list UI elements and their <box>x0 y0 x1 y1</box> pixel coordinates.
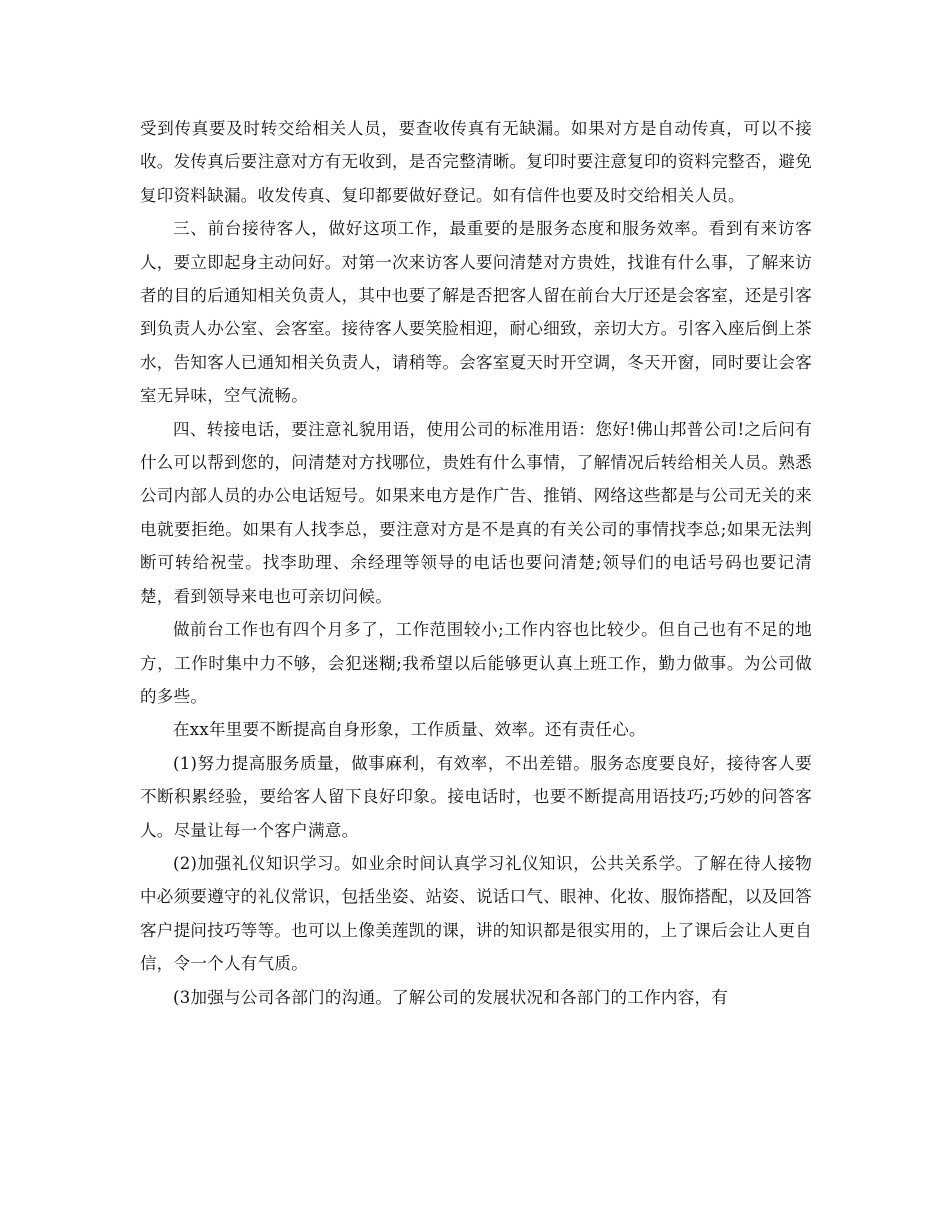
paragraph-self-review: 做前台工作也有四个月多了，工作范围较小;工作内容也比较少。但自己也有不足的地方，工作时集中力不够，会犯迷糊;我希望以后能够更认真上班工作，勤力做事。为公司做的多些。 <box>140 620 812 706</box>
paragraph-reception: 三、前台接待客人，做好这项工作，最重要的是服务态度和服务效率。看到有来访客人，要立即起身主动问好。对第一次来访客人要问清楚对方贵姓，找谁有什么事，了解来访者的目的后通知相关负责人，其中也要了解是否把客人留在前台大厅还是会客室，还是引客到负责人办公室、会客室。接待客人要笑脸相迎，耐心细致，亲切大方。引客入座后倒上茶水，告知客人已通知相关负责人，请稍等。会客室夏天时开空调，冬天开窗，同时要让会客室无异味，空气流畅。 <box>140 219 812 406</box>
document-body <box>140 112 812 1014</box>
paragraph-goal-1: (1)努力提高服务质量，做事麻利，有效率，不出差错。服务态度要良好，接待客人要不断积累经验，要给客人留下良好印象。接电话时，也要不断提高用语技巧;巧妙的问答客人。尽量让每一个客户满意。 <box>140 753 812 840</box>
paragraph-phone: 四、转接电话，要注意礼貌用语，使用公司的标准用语：您好!佛山邦普公司!之后问有什么可以帮到您的，问清楚对方找哪位，贵姓有什么事情，了解情况后转给相关人员。熟悉公司内部人员的办公电话短号。如果来电方是作广告、推销、网络这些都是与公司无关的来电就要拒绝。如果有人找李总，要注意对方是不是真的有关公司的事情找李总;如果无法判断可转给祝莹。找李助理、余经理等领导的电话也要问清楚;领导们的电话号码也要记清楚，看到领导来电也可亲切问候。 <box>140 419 812 606</box>
paragraph-goals: 在xx年里要不断提高自身形象，工作质量、效率。还有责任心。 <box>173 720 646 740</box>
paragraph-goal-3: (3加强与公司各部门的沟通。了解公司的发展状况和各部门的工作内容，有 <box>173 987 729 1007</box>
paragraph-fax-copy: 受到传真要及时转交给相关人员，要查收传真有无缺漏。如果对方是自动传真，可以不接收。发传真后要注意对方有无收到，是否完整清晰。复印时要注意复印的资料完整否，避免复印资料缺漏。收发传真、复印都要做好登记。如有信件也要及时交给相关人员。 <box>140 119 812 205</box>
paragraph-goal-2: (2)加强礼仪知识学习。如业余时间认真学习礼仪知识，公共关系学。了解在待人接物中必须要遵守的礼仪常识，包括坐姿、站姿、说话口气、眼神、化妆、服饰搭配，以及回答客户提问技巧等等。也可以上像美莲凯的课，讲的知识都是很实用的，上了课后会让人更自信，令一个人有气质。 <box>140 853 812 974</box>
